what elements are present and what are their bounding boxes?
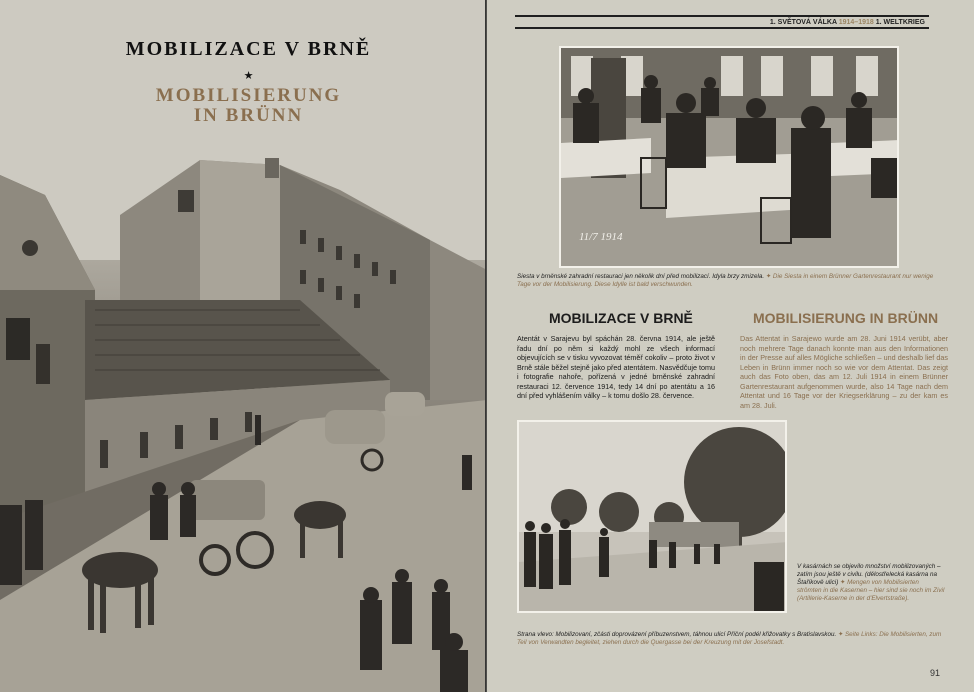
body-text-de: Das Attentat in Sarajewo wurde am 28. Juni 1914 verübt, aber noch mehrere Tage danach konnte man aus den Informationen in der Presse auf alles Mögliche schließen – und deshalb lief das Leben in Brünn immer noch so wie vor dem Attentat. Das zeigt auch das Foto oben, das am 12. Juli 1914 in einem Brünner Gartenrestaurant aufgenommen wurde, also 14 Tage nach dem Attentat und 16 Tage vor der Kriegserklärung – zu der kam es am 28. Juli. (740, 334, 948, 410)
caption-bottom-de: Seite Links: Die Mobilisierten, zum Teil von Verwandten begleitet, ziehen durch die Quergasse bei der Kreuzung mit der Josefstadt. (517, 631, 942, 646)
star-ornament: ★ (243, 70, 254, 82)
caption-top-separator: ✦ (765, 273, 772, 280)
caption-bottom-cz: Strana vlevo: Mobilizovaní, zčásti doprovázení příbuzenstvem, táhnou ulicí Příční podél křižovatky s Bratislavskou. (517, 631, 837, 638)
caption-side-de: Mengen von Mobilisierten strömten in die Kasernen – hier sind sie noch im Zivil (Artillerie-Kaserne in der d'Elvertstraße). (797, 579, 945, 602)
left-title-cz: MOBILIZACE V BRNĚ (125, 38, 372, 60)
caption-bottom-separator: ✦ (837, 631, 844, 638)
right-page (487, 0, 974, 692)
caption-top (517, 273, 947, 289)
barracks-photo (517, 420, 787, 613)
chapter-label: 1. SVĚTOVÁ VÁLKA (769, 19, 837, 26)
left-title-de-line1: MOBILISIERUNG (155, 85, 342, 106)
chapter-label-de: 1. WELTKRIEG (875, 19, 925, 26)
section-title-de: MOBILISIERUNG IN BRÜNN (753, 310, 939, 326)
left-title-block (0, 38, 487, 126)
chapter-years: 1914–1918 (838, 19, 874, 26)
caption-top-cz: Siesta v brněnské zahradní restauraci jen několik dní před mobilizací. Idyla brzy zmizela. (517, 273, 765, 280)
garden-restaurant-photo (559, 46, 899, 268)
caption-top-de: Die Siesta in einem Brünner Gartenrestaurant nur wenige Tage vor der Mobilisierung. Diese Idylle ist bald verschwunden. (517, 273, 934, 288)
left-title-de-line2: IN BRÜNN (193, 105, 304, 126)
caption-side-cz: V kasárnách se objevilo množství mobilizovaných – zatím jsou ještě v civilu. (dělostřelecká kasárna na Štaříkově ulici) (797, 563, 941, 586)
chapter-header (515, 15, 929, 29)
caption-side-separator: ✦ (840, 579, 846, 586)
section-title-cz: MOBILIZACE V BRNĚ (549, 310, 693, 326)
body-text-cz: Atentát v Sarajevu byl spáchán 28. června 1914, ale ještě řadu dní po něm si každý mohl ze všech informací objevujících se v tisku vyvozovat téměř cokoliv – proto život v Brně stále běžel stejně jako před atentátem. Nasvědčuje tomu i fotografie nahoře, pořízená v jedné brněnské zahradní restauraci 12. července 1914, tedy 14 dní po atentátu a 16 dní před vyhlášením války – k tomu došlo 28. července. (517, 334, 715, 400)
photo-date-inscription: 11/7 1914 (579, 231, 623, 243)
caption-bottom (517, 631, 947, 647)
page-number: 91 (929, 668, 940, 678)
caption-side (797, 563, 945, 603)
